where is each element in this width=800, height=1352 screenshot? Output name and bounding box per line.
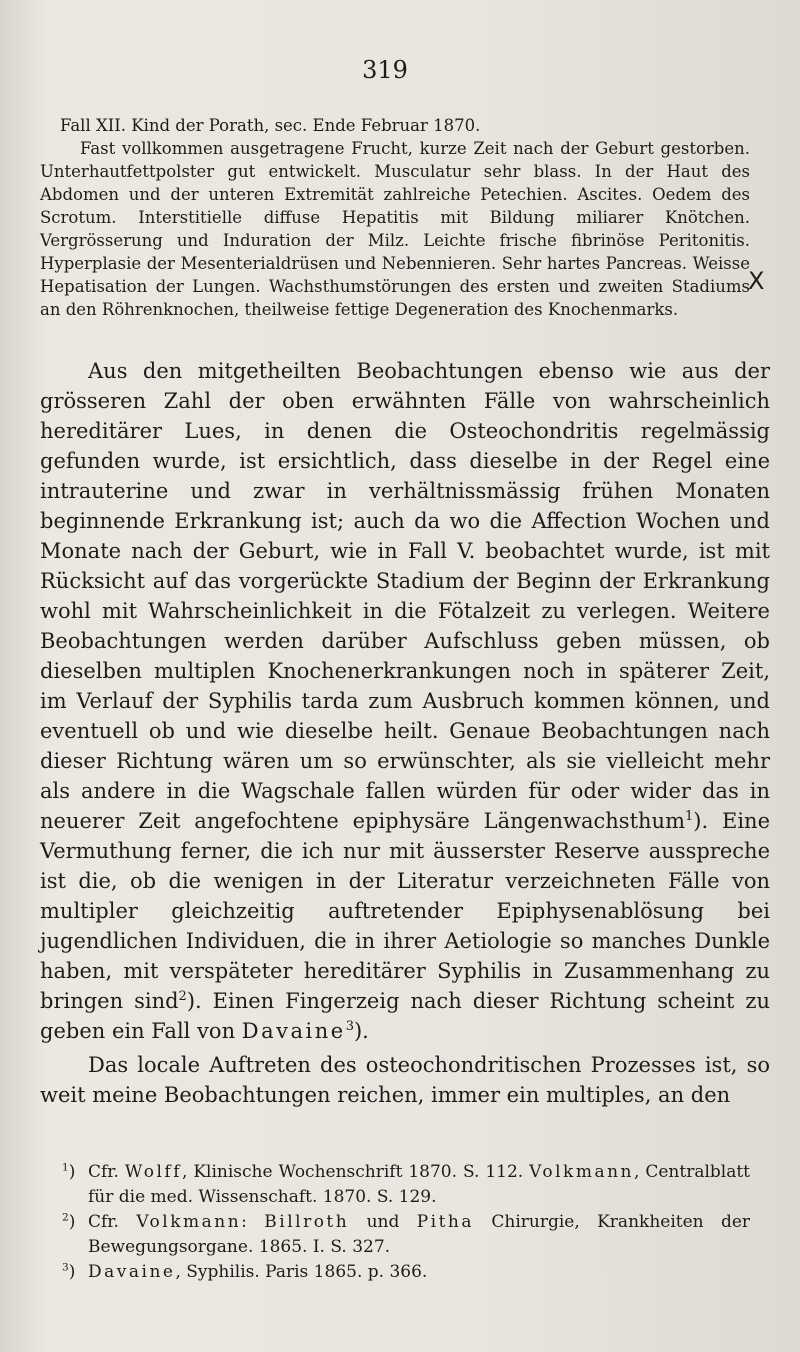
page-number: 319	[362, 56, 408, 84]
paragraph-1-part-d: ).	[353, 1019, 369, 1043]
paragraph-1-part-a: Aus den mitgetheilten Beobachtungen ebenso wie aus der grösseren Zahl der oben erwähnten Fälle von wahrscheinlich hereditärer Lues, in denen die Osteochondritis regelmässig gefunden wurde, ist ersichtlich, dass dieselbe in der Regel eine intrauterine und zwar in verhältnissmässig frühen Monaten beginnende Erkrankung ist; auch da wo die Affection Wochen und Monate nach der Geburt, wie in Fall V. beobachtet wurde, ist mit Rücksicht auf das vorgerückte Stadium der Beginn der Erkrankung wohl mit Wahrscheinlichkeit in die Fötalzeit zu verlegen. Weitere Beobachtungen werden darüber Aufschluss geben müssen, ob dieselben multiplen Knochenerkrankungen noch in späterer Zeit, im Verlauf der Syphilis tarda zum Ausbruch kommen können, und eventuell ob und wie dieselbe heilt. Genaue Beobachtungen nach dieser Richtung wären um so erwünschter, als sie vielleicht mehr als andere in die Wagschale fallen würden für oder wider das in neuerer Zeit angefochtene epiphysäre Längenwachsthum	[40, 359, 770, 833]
footnote-text: Chirurgie, Krankheiten der Bewegungsorgane. 1865. I. S. 327.	[88, 1212, 751, 1257]
author-name: Wolff	[124, 1162, 182, 1182]
case-report	[40, 114, 750, 321]
author-name: Volkmann	[529, 1162, 634, 1182]
paragraph-1-part-c: ). Einen Fingerzeig nach dieser Richtung scheint zu geben ein Fall von	[40, 989, 770, 1043]
footnote-text: , Syphilis. Paris 1865. p. 366.	[175, 1262, 428, 1282]
footnote-ref-3: 3	[345, 1019, 354, 1034]
paragraph-2: Das locale Auftreten des osteochondritischen Prozesses ist, so weit meine Beobachtungen reichen, immer ein multiples, an den	[40, 1053, 770, 1107]
author-name: Pitha	[416, 1212, 475, 1232]
author-name: Billroth	[264, 1212, 350, 1232]
footnote-text: Cfr.	[88, 1162, 119, 1182]
margin-cross-mark: X	[748, 267, 765, 295]
footnote-text: und	[366, 1212, 400, 1232]
footnote-text: :	[241, 1212, 247, 1232]
footnote-mark: 3	[62, 1261, 69, 1274]
footnote-text: , Centralblatt für die med. Wissenschaft. 1870. S. 129.	[88, 1162, 751, 1207]
footnote-ref-1: 1	[685, 809, 694, 824]
footnote-mark: 2	[62, 1211, 69, 1224]
footnote-ref-2: 2	[178, 989, 187, 1004]
main-text	[40, 356, 770, 1110]
footnote-2: $^2$) Cfr. Volkmann: Billroth und Pitha Chirurgie, Krankheiten der Bewegungsorgane. 1865. I. S. 327.	[62, 1211, 751, 1257]
footnote-text: , Klinische Wochenschrift 1870. S. 112.	[182, 1162, 524, 1182]
author-name: Volkmann	[136, 1212, 242, 1232]
case-description: Fast vollkommen ausgetragene Frucht, kurze Zeit nach der Geburt gestorben. Unterhautfettpolster gut entwickelt. Musculatur sehr blass. In der Haut des Abdomen und der unteren Extremität zahlreiche Petechien. Ascites. Oedem des Scrotum. Interstitielle diffuse Hepatitis mit Bildung miliarer Knötchen. Vergrösserung und Induration der Milz. Leichte frische fibrinöse Peritonitis. Hyperplasie der Mesenterialdrüsen und Nebennieren. Sehr hartes Pancreas. Weisse Hepatisation der Lungen. Wachsthumstörungen des ersten und zweiten Stadiums an den Röhrenknochen, theilweise fettige Degeneration des Knochenmarks.	[40, 139, 750, 319]
footnote-mark: 1	[62, 1161, 69, 1174]
author-davaine: Davaine	[241, 1019, 346, 1043]
footnote-1: $^1$) Cfr. Wolff, Klinische Wochenschrift 1870. S. 112. Volkmann, Centralblatt für die med. Wissenschaft. 1870. S. 129.	[62, 1161, 751, 1207]
footnote-text: Cfr.	[88, 1212, 119, 1232]
paragraph-1	[40, 356, 770, 1046]
case-heading: Fall XII. Kind der Porath, sec. Ende Februar 1870.	[60, 116, 481, 135]
footnote-3: $^3$) Davaine, Syphilis. Paris 1865. p. 366.	[62, 1261, 428, 1282]
footnotes	[40, 1160, 750, 1285]
paragraph-1-part-b: ). Eine Vermuthung ferner, die ich nur mit äusserster Reserve ausspreche ist die, ob die wenigen in der Literatur verzeichneten Fälle von multipler gleichzeitig auftretender Epiphysenablösung bei jugendlichen Individuen, die in ihrer Aetiologie so manches Dunkle haben, mit verspäteter hereditärer Syphilis in Zusammenhang zu bringen sind	[40, 809, 771, 1013]
author-name: Davaine	[88, 1262, 176, 1282]
